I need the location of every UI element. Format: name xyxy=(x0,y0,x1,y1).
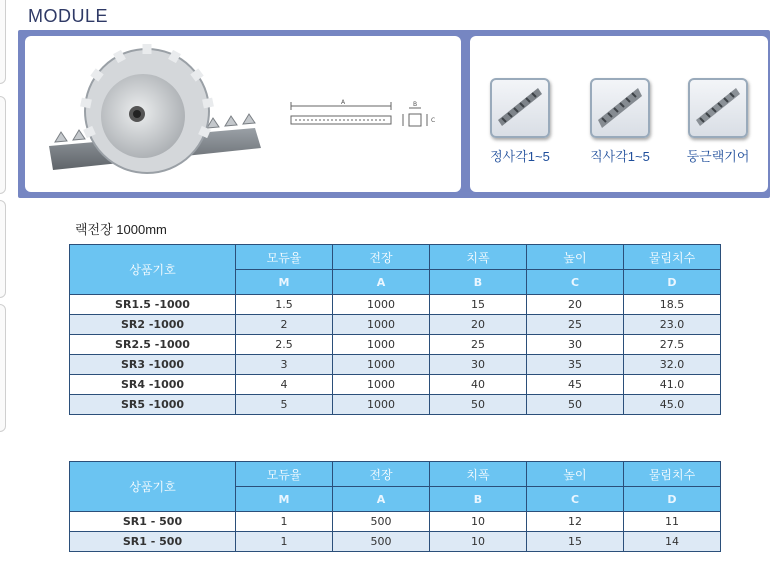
side-tab-3[interactable] xyxy=(0,200,6,298)
cell-c: 45 xyxy=(527,375,624,395)
variant-round[interactable] xyxy=(678,78,758,165)
header-module: 모듀율 xyxy=(236,462,333,487)
cell-d: 23.0 xyxy=(624,315,721,335)
header-symbol-c: C xyxy=(527,487,624,512)
product-banner xyxy=(18,30,770,198)
cell-m: 1 xyxy=(236,532,333,552)
cell-m: 5 xyxy=(236,395,333,415)
dimension-label-a: A xyxy=(340,99,346,106)
cell-a: 1000 xyxy=(333,295,430,315)
side-tab-4[interactable] xyxy=(0,304,6,432)
header-symbol-b: B xyxy=(430,270,527,295)
cell-b: 40 xyxy=(430,375,527,395)
variant-label: 정사각1~5 xyxy=(490,149,550,164)
header-height: 높이 xyxy=(527,245,624,270)
dimension-label-b: B xyxy=(412,101,418,108)
cell-a: 1000 xyxy=(333,375,430,395)
cell-b: 10 xyxy=(430,512,527,532)
dimension-label-c: C xyxy=(431,117,436,124)
table-row xyxy=(70,335,721,355)
cell-m: 2 xyxy=(236,315,333,335)
cell-d: 27.5 xyxy=(624,335,721,355)
table-row xyxy=(70,315,721,335)
cell-a: 1000 xyxy=(333,355,430,375)
variant-label: 둥근랙기어 xyxy=(686,149,750,164)
variant-rectangular[interactable] xyxy=(580,78,660,165)
header-mesh-dimension: 물림치수 xyxy=(624,245,721,270)
cell-b: 25 xyxy=(430,335,527,355)
cell-code: SR2 -1000 xyxy=(70,315,236,335)
product-image-panel xyxy=(25,36,461,192)
table-row xyxy=(70,512,721,532)
cell-code: SR5 -1000 xyxy=(70,395,236,415)
table-row xyxy=(70,295,721,315)
cell-b: 10 xyxy=(430,532,527,552)
header-length: 전장 xyxy=(333,245,430,270)
cell-a: 500 xyxy=(333,512,430,532)
cell-m: 1.5 xyxy=(236,295,333,315)
cell-c: 30 xyxy=(527,335,624,355)
rack-thumbnail-icon xyxy=(490,78,550,138)
cell-code: SR1 - 500 xyxy=(70,512,236,532)
cell-d: 32.0 xyxy=(624,355,721,375)
header-height: 높이 xyxy=(527,462,624,487)
spec-table-500 xyxy=(69,461,721,552)
cell-code: SR3 -1000 xyxy=(70,355,236,375)
header-symbol-c: C xyxy=(527,270,624,295)
cell-code: SR2.5 -1000 xyxy=(70,335,236,355)
header-face-width: 치폭 xyxy=(430,245,527,270)
side-tab-1[interactable] xyxy=(0,0,6,84)
gear-rack-photo xyxy=(25,36,461,192)
cell-c: 20 xyxy=(527,295,624,315)
table-row xyxy=(70,395,721,415)
cell-a: 1000 xyxy=(333,315,430,335)
rack-length-label: 랙전장 1000mm xyxy=(75,222,167,237)
cell-b: 20 xyxy=(430,315,527,335)
header-face-width: 치폭 xyxy=(430,462,527,487)
header-product-code: 상품기호 xyxy=(70,462,236,512)
cell-a: 500 xyxy=(333,532,430,552)
cell-m: 3 xyxy=(236,355,333,375)
variant-panel xyxy=(470,36,768,192)
header-module: 모듀율 xyxy=(236,245,333,270)
header-symbol-m: M xyxy=(236,270,333,295)
cell-c: 50 xyxy=(527,395,624,415)
cell-c: 15 xyxy=(527,532,624,552)
header-product-code: 상품기호 xyxy=(70,245,236,295)
cell-d: 45.0 xyxy=(624,395,721,415)
cell-d: 18.5 xyxy=(624,295,721,315)
cell-b: 15 xyxy=(430,295,527,315)
page-title: MODULE xyxy=(28,6,109,26)
cell-code: SR1.5 -1000 xyxy=(70,295,236,315)
cell-m: 1 xyxy=(236,512,333,532)
header-symbol-m: M xyxy=(236,487,333,512)
header-mesh-dimension: 물림치수 xyxy=(624,462,721,487)
side-tab-2[interactable] xyxy=(0,96,6,194)
cell-a: 1000 xyxy=(333,335,430,355)
table-row xyxy=(70,532,721,552)
cell-d: 41.0 xyxy=(624,375,721,395)
cell-c: 25 xyxy=(527,315,624,335)
header-symbol-b: B xyxy=(430,487,527,512)
cell-d: 14 xyxy=(624,532,721,552)
variant-square[interactable] xyxy=(480,78,560,165)
header-symbol-d: D xyxy=(624,270,721,295)
cell-code: SR1 - 500 xyxy=(70,532,236,552)
header-symbol-a: A xyxy=(333,270,430,295)
cell-b: 30 xyxy=(430,355,527,375)
cell-c: 12 xyxy=(527,512,624,532)
cell-m: 2.5 xyxy=(236,335,333,355)
cell-m: 4 xyxy=(236,375,333,395)
table-row xyxy=(70,355,721,375)
rack-thumbnail-icon xyxy=(590,78,650,138)
cell-c: 35 xyxy=(527,355,624,375)
cell-d: 11 xyxy=(624,512,721,532)
header-length: 전장 xyxy=(333,462,430,487)
header-symbol-a: A xyxy=(333,487,430,512)
table-row xyxy=(70,375,721,395)
spec-table-1000 xyxy=(69,244,721,415)
cell-b: 50 xyxy=(430,395,527,415)
rack-thumbnail-icon xyxy=(688,78,748,138)
variant-label: 직사각1~5 xyxy=(590,149,650,164)
header-symbol-d: D xyxy=(624,487,721,512)
cell-code: SR4 -1000 xyxy=(70,375,236,395)
cell-a: 1000 xyxy=(333,395,430,415)
